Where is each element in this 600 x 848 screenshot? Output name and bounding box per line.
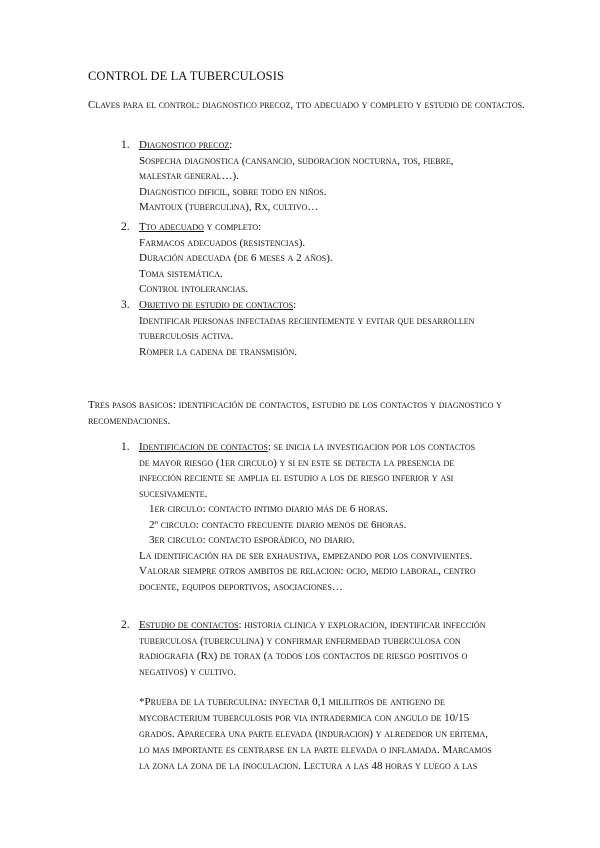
key-item-3 <box>121 298 539 360</box>
step-line: infección reciente se amplia el estudio a los de riesgo inferior y asi <box>139 472 454 484</box>
tuberculin-note <box>139 694 539 774</box>
step-line: docente, equipos deportivos, asociaciones… <box>139 580 343 593</box>
key-line: malestar general…). <box>139 170 239 182</box>
key-number: 1. <box>121 139 130 151</box>
note-line: mycobacterium tuberculosis por via intradermica con angulo de 10/15 <box>139 712 470 724</box>
step-line: negativos) y cultivo. <box>139 665 236 678</box>
key-line: Duración adecuada (de 6 meses a 2 años). <box>139 252 333 264</box>
note-line: la zona la zona de la inoculacion. Lectura a las 48 horas y luego a las <box>139 760 478 772</box>
step-item-1 <box>121 440 539 595</box>
key-heading: Tto adecuado <box>139 221 204 233</box>
key-heading-suffix: : <box>293 299 297 311</box>
key-line: Control intolerancias. <box>139 283 249 295</box>
step-line: Valorar siempre otros ambitos de relacion: ocio, medio laboral, centro <box>139 565 476 577</box>
key-line: Farmacos adecuados (resistencias). <box>139 236 306 249</box>
step-item-2 <box>121 618 539 680</box>
key-heading: Diagnostico precoz <box>139 139 230 151</box>
step-line: : se inicia la investigacion por los contactos <box>267 441 476 453</box>
note-line: *Prueba de la tuberculina: inyectar 0,1 mililitros de antigeno de <box>139 696 445 708</box>
key-line: Romper la cadena de transmisión. <box>139 345 297 358</box>
step-line: : historia clinica y exploracion, identificar infección <box>238 619 486 631</box>
step-line: de mayor riesgo (1er circulo) y si en este se detecta la presencia de <box>139 456 455 469</box>
step-number: 2. <box>121 619 130 631</box>
circle-line: 1er circulo: contacto intimo diario más de 6 horas. <box>149 503 388 515</box>
key-heading-suffix: : <box>229 139 233 151</box>
key-heading-suffix: y completo: <box>203 221 262 233</box>
step-number: 1. <box>121 441 130 453</box>
step-line: tuberculosa (tuberculina) y confirmar enfermedad tuberculosa con <box>139 634 461 647</box>
note-line: lo mas importante es centrarse en la parte elevada o inflamada. Marcamos <box>139 744 492 756</box>
circle-line: 2º circulo: contacto frecuente diario menos de 6horas. <box>149 518 407 531</box>
note-line: grados. Aparecera una parte elevada (induracion) y alrededor un eritema, <box>139 728 489 740</box>
step-heading: Identificacion de contactos <box>139 441 268 453</box>
key-line: tuberculosis activa. <box>139 330 234 342</box>
key-heading: Objetivo de estudio de contactos <box>139 299 294 311</box>
key-item-1 <box>121 138 539 216</box>
step-line: La identificación ha de ser exhaustiva, empezando por los convivientes. <box>139 549 473 562</box>
intro-paragraph: Claves para el control: diagnostico precoz, tto adecuado y completo y estudio de contactos. <box>88 99 525 111</box>
steps-intro-paragraph: Tres pasos basicos: identificación de contactos, estudio de los contactos y diagnostico y recomendaciones. <box>88 399 502 427</box>
key-line: Identificar personas infectadas recientemente y evitar que desarrollen <box>139 314 475 327</box>
key-item-2 <box>121 220 539 298</box>
key-line: Diagnostico dificil, sobre todo en niños. <box>139 185 327 198</box>
circle-line: 3er circulo: contacto esporádico, no diario. <box>149 534 355 546</box>
step-line: sucesivamente. <box>139 487 208 500</box>
key-line: Sospecha diagnostica (cansancio, sudoracion nocturna, tos, fiebre, <box>139 154 454 167</box>
key-line: Mantoux (tuberculina), Rx, cultivo… <box>139 201 319 213</box>
step-heading: Estudio de contactos <box>139 619 239 631</box>
key-line: Toma sistemática. <box>139 267 223 280</box>
key-number: 3. <box>121 299 130 311</box>
step-line: radiografia (Rx) de torax (a todos los contactos de riesgo positivos o <box>139 650 468 662</box>
key-number: 2. <box>121 221 130 233</box>
document-title: CONTROL DE LA TUBERCULOSIS <box>88 69 285 83</box>
